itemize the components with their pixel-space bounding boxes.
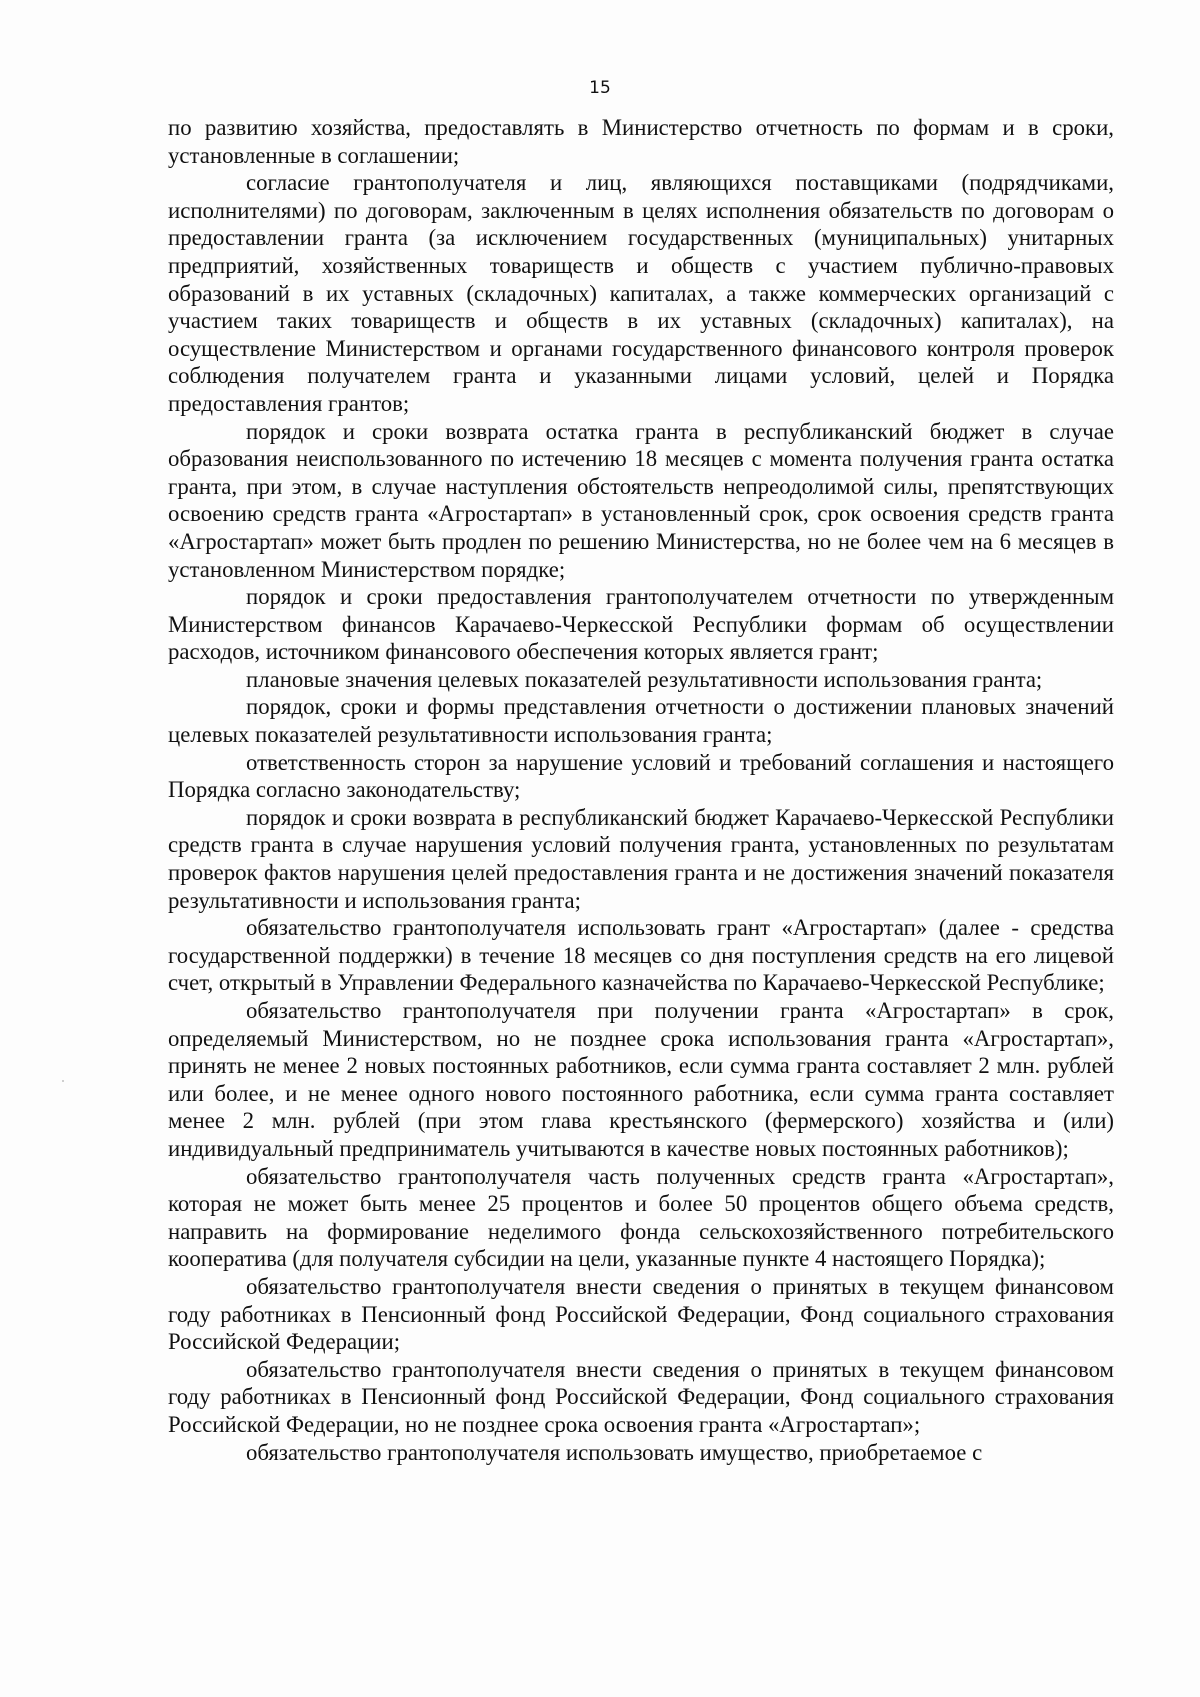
paragraph: плановые значения целевых показателей результативности использования гранта; (246, 666, 1043, 692)
paragraph: порядок и сроки возврата остатка гранта в республиканский бюджет в случае образования неиспользованного по истечению 18 месяцев с момента получения гранта остатка гранта, при этом, в случае наступления обстоятельств непреодолимой силы, препятствующих освоению средств гранта «Агростартап» в установленный срок, срок освоения средств гранта «Агростартап» может быть продлен по решению Министерства, но не более чем на 6 месяцев в установленном Министерством порядке; (168, 418, 1114, 582)
paragraph: ответственность сторон за нарушение условий и требований соглашения и настоящего Порядка согласно законодательству; (168, 749, 1114, 803)
paragraph: порядок и сроки возврата в республиканский бюджет Карачаево-Черкесской Республики средств гранта в случае нарушения условий получения гранта, установленных по результатам проверок фактов нарушения целей предоставления гранта и не достижения значений показателя результативности и использования гранта; (168, 804, 1114, 913)
paragraph: по развитию хозяйства, предоставлять в Министерство отчетность по формам и в сроки, установленные в соглашении; (168, 115, 1114, 168)
paragraph: порядок, сроки и формы представления отчетности о достижении плановых значений целевых показателей результативности использования гранта; (168, 694, 1114, 748)
paragraph: обязательство грантополучателя при получении гранта «Агростартап» в срок, определяемый Министерством, но не позднее срока использования гранта «Агростартап», принять не менее 2 новых постоянных работников, если сумма гранта составляет 2 млн. рублей или более, и не менее одного нового постоянного работника, если сумма гранта составляет менее 2 млн. рублей (при этом глава крестьянского (фермерского) хозяйства и (или) индивидуальный предприниматель учитываются в качестве новых постоянных работников); (168, 998, 1114, 1161)
scan-speck (62, 1080, 64, 1082)
paragraph: согласие грантополучателя и лиц, являющихся поставщиками (подрядчиками, исполнителями) по договорам, заключенным в целях исполнения обязательств по договорам о предоставлении гранта (за исключением государственных (муниципальных) унитарных предприятий, хозяйственных товариществ и обществ с участием публично-правовых образований в их уставных (складочных) капиталах, а также коммерческих организаций с участием таких товариществ и обществ в их уставных (складочных) капиталах), на осуществление Министерством и органами государственного финансового контроля проверок соблюдения получателем гранта и указанными лицами условий, целей и Порядка предоставления грантов; (168, 170, 1114, 416)
paragraph: обязательство грантополучателя часть полученных средств гранта «Агростартап», которая не может быть менее 25 процентов и более 50 процентов общего объема средств, направить на формирование неделимого фонда сельскохозяйственного потребительского кооператива (для получателя субсидии на цели, указанные пункте 4 настоящего Порядка); (168, 1163, 1114, 1272)
page-number: 15 (589, 78, 611, 98)
paragraph: обязательство грантополучателя внести сведения о принятых в текущем финансовом году работниках в Пенсионный фонд Российской Федерации, Фонд социального страхования Российской Федерации, но не позднее срока освоения гранта «Агростартап»; (168, 1356, 1114, 1437)
paragraph: обязательство грантополучателя внести сведения о принятых в текущем финансовом году работниках в Пенсионный фонд Российской Федерации, Фонд социального страхования Российской Федерации; (168, 1273, 1114, 1355)
paragraph: порядок и сроки предоставления грантополучателем отчетности по утвержденным Министерством финансов Карачаево-Черкесской Республики формам об осуществлении расходов, источником финансового обеспечения которых является грант; (168, 584, 1114, 665)
document-body (168, 114, 1114, 1466)
paragraph: обязательство грантополучателя использовать грант «Агростартап» (далее - средства государственной поддержки) в течение 18 месяцев со дня поступления средств на его лицевой счет, открытый в Управлении Федерального казначейства по Карачаево-Черкесской Республике; (168, 915, 1114, 996)
paragraph: обязательство грантополучателя использовать имущество, приобретаемое с (246, 1439, 983, 1465)
